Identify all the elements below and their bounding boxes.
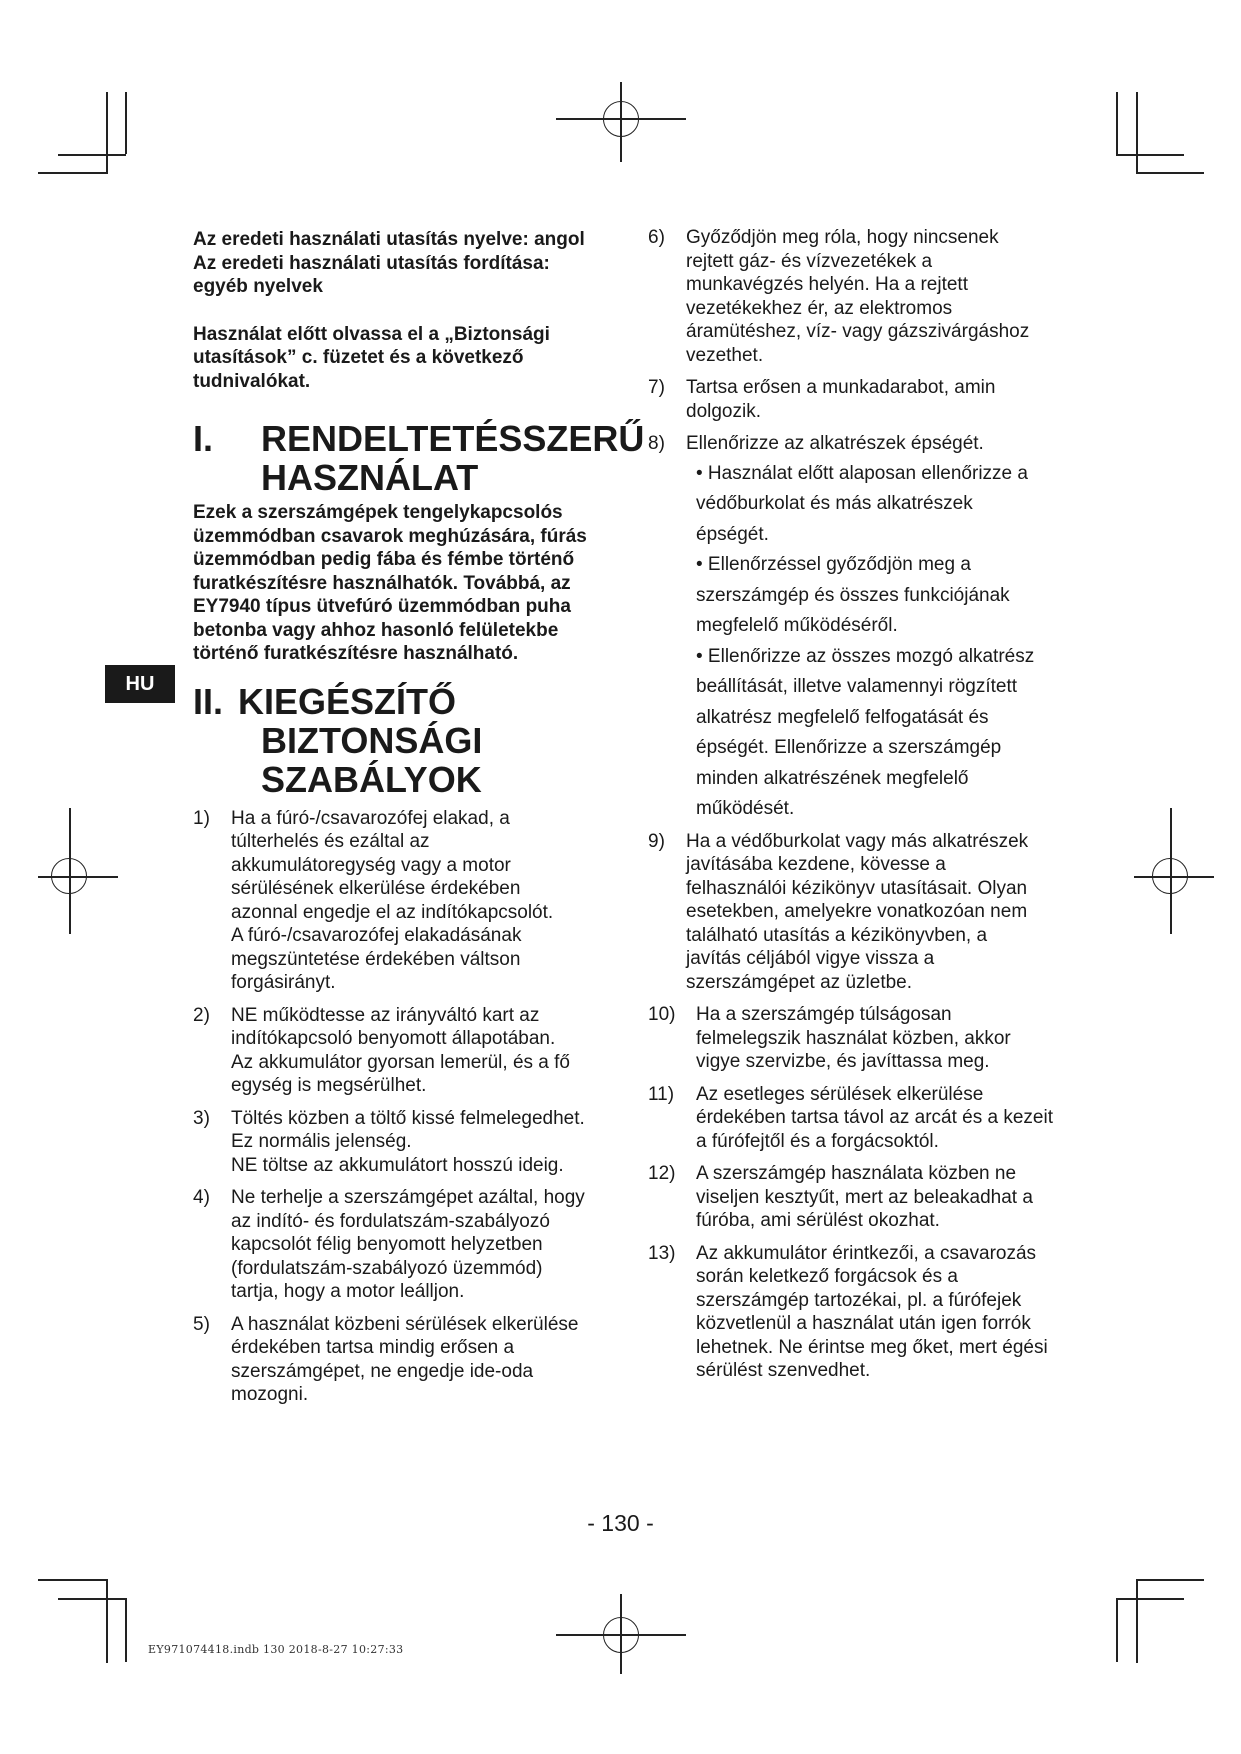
rules-list-right bbox=[648, 226, 1068, 1383]
list-item: 9) Ha a védőburkolat vagy más alkatrészek javításába kezdene, kövesse a felhasználói kézikönyv utasításait. Olyan esetekben, amelyekre vonatkozóan nem található utasítás a kézikönyvben, a javítás céljából vigye vissza a szerszámgépet az üzletbe. bbox=[648, 830, 1029, 993]
section-1-number: I. bbox=[193, 418, 214, 459]
list-item: 3) Töltés közben a töltő kissé felmelegedhet. Ez normális jelenség. NE töltse az akkumulátort hosszú ideig. bbox=[193, 1107, 585, 1176]
list-item: 7) Tartsa erősen a munkadarabot, amin dolgozik. bbox=[648, 377, 996, 422]
page-number: - 130 - bbox=[587, 1510, 654, 1536]
list-item: 10) Ha a szerszámgép túlságosan felmelegszik használat közben, akkor vigye szervizbe, és javíttassa meg. bbox=[648, 1004, 1011, 1072]
list-item: 8) Ellenőrizze az alkatrészek épségét. • Használat előtt alaposan ellenőrizze a védőburkolat és más alkatrészek épségét. • Ellenőrzéssel győződjön meg a szerszámgép és összes funkciójának megfelelő működéséről. • Ellenőrizze az összes mozgó alkatrész beállítását, illetve valamennyi rögzített alkatrész megfelelő felfogatását és épségét. Ellenőrizze a szerszámgép minden alkatrészének megfelelő működését. bbox=[648, 432, 1068, 821]
section-1-title-line: HASZNÁLAT bbox=[261, 457, 479, 498]
section-2-title-line: BIZTONSÁGI bbox=[261, 719, 483, 761]
list-item: 1) Ha a fúró-/csavarozófej elakad, a túlterhelés és ezáltal az akkumulátoregység vagy a motor sérülésének elkerülése érdekében azonnal engedje el az indítókapcsolót. A fúró-/csavarozófej elakadásának megszüntetése érdekében váltson forgásirányt. bbox=[193, 807, 554, 993]
list-item: 4) Ne terhelje a szerszámgépet azáltal, hogy az indító- és fordulatszám-szabályozó kapcsolót félig benyomott helyzetben (fordulatszám-szabályozó üzemmód) tartja, hogy a motor leálljon. bbox=[193, 1187, 585, 1302]
list-item: 2) NE működtesse az irányváltó kart az indítókapcsoló benyomott állapotában. Az akkumulátor gyorsan lemerül, és a fő egység is megsérülhet. bbox=[193, 1004, 570, 1096]
intro-language-note: Az eredeti használati utasítás nyelve: angol Az eredeti használati utasítás fordítása: egyéb nyelvek bbox=[193, 229, 585, 297]
section-2-title-line: SZABÁLYOK bbox=[261, 758, 482, 800]
list-item: 13) Az akkumulátor érintkezői, a csavarozás során keletkező forgácsok és a szerszámgép tartozékai, pl. a fúrófejek közvetlenül a használat után igen forrók lehetnek. Ne érintse meg őket, mert égési sérülést szenvedhet. bbox=[648, 1242, 1048, 1381]
intro-read-safety-note: Használat előtt olvassa el a „Biztonsági utasítások” c. füzetet és a következő tudnivalókat. bbox=[193, 323, 550, 392]
list-item: 5) A használat közbeni sérülések elkerülése érdekében tartsa mindig erősen a szerszámgépet, ne engedje ide-oda mozogni. bbox=[193, 1313, 579, 1405]
section-1-heading bbox=[193, 418, 645, 498]
sub-list-item: • Használat előtt alaposan ellenőrizze a védőburkolat és más alkatrészek épségét. bbox=[696, 462, 1028, 545]
section-1-body: Ezek a szerszámgépek tengelykapcsolós üzemmódban csavarok meghúzására, fúrás üzemmódban pedig fába és fémbe történő furatkészítésre használhatók. Továbbá, az EY7940 típus ütvefúró üzemmódban puha betonba vagy ahhoz hasonló felületekbe történő furatkészítésre használható. bbox=[193, 502, 587, 664]
sub-list bbox=[686, 462, 1068, 821]
language-tab: HU bbox=[105, 665, 175, 703]
list-item: 6) Győződjön meg róla, hogy nincsenek rejtett gáz- és vízvezetékek a munkavégzés helyén. Ha a rejtett vezetékekhez ér, az elektromos áramütéshez, víz- vagy gázszivárgáshoz vezethet. bbox=[648, 227, 1030, 366]
print-footer: EY971074418.indb 130 2018-8-27 10:27:33 bbox=[148, 1643, 404, 1656]
right-column bbox=[648, 226, 1068, 1392]
list-item: 11) Az esetleges sérülések elkerülése érdekében tartsa távol az arcát és a kezeit a fúrófejtől és a forgácsoktól. bbox=[648, 1083, 1053, 1152]
rules-list-left bbox=[193, 807, 598, 1407]
section-2-title-line: KIEGÉSZÍTŐ bbox=[238, 680, 457, 722]
section-2-heading bbox=[193, 682, 598, 799]
sub-list-item: • Ellenőrzéssel győződjön meg a szerszámgép és összes funkciójának megfelelő működéséről. bbox=[696, 554, 1010, 636]
sub-list-item: • Ellenőrizze az összes mozgó alkatrész beállítását, illetve valamennyi rögzített alkatrész megfelelő felfogatását és épségét. Ellenőrizze a szerszámgép minden alkatrészének megfelelő működését. bbox=[696, 645, 1035, 819]
left-column bbox=[193, 228, 645, 1416]
section-2-number: II. bbox=[193, 680, 224, 722]
section-1-title-line: RENDELTETÉSSZERŰ bbox=[261, 418, 645, 459]
list-item: 12) A szerszámgép használata közben ne viseljen kesztyűt, mert az beleakadhat a fúróba, ami sérülést okozhat. bbox=[648, 1163, 1033, 1231]
